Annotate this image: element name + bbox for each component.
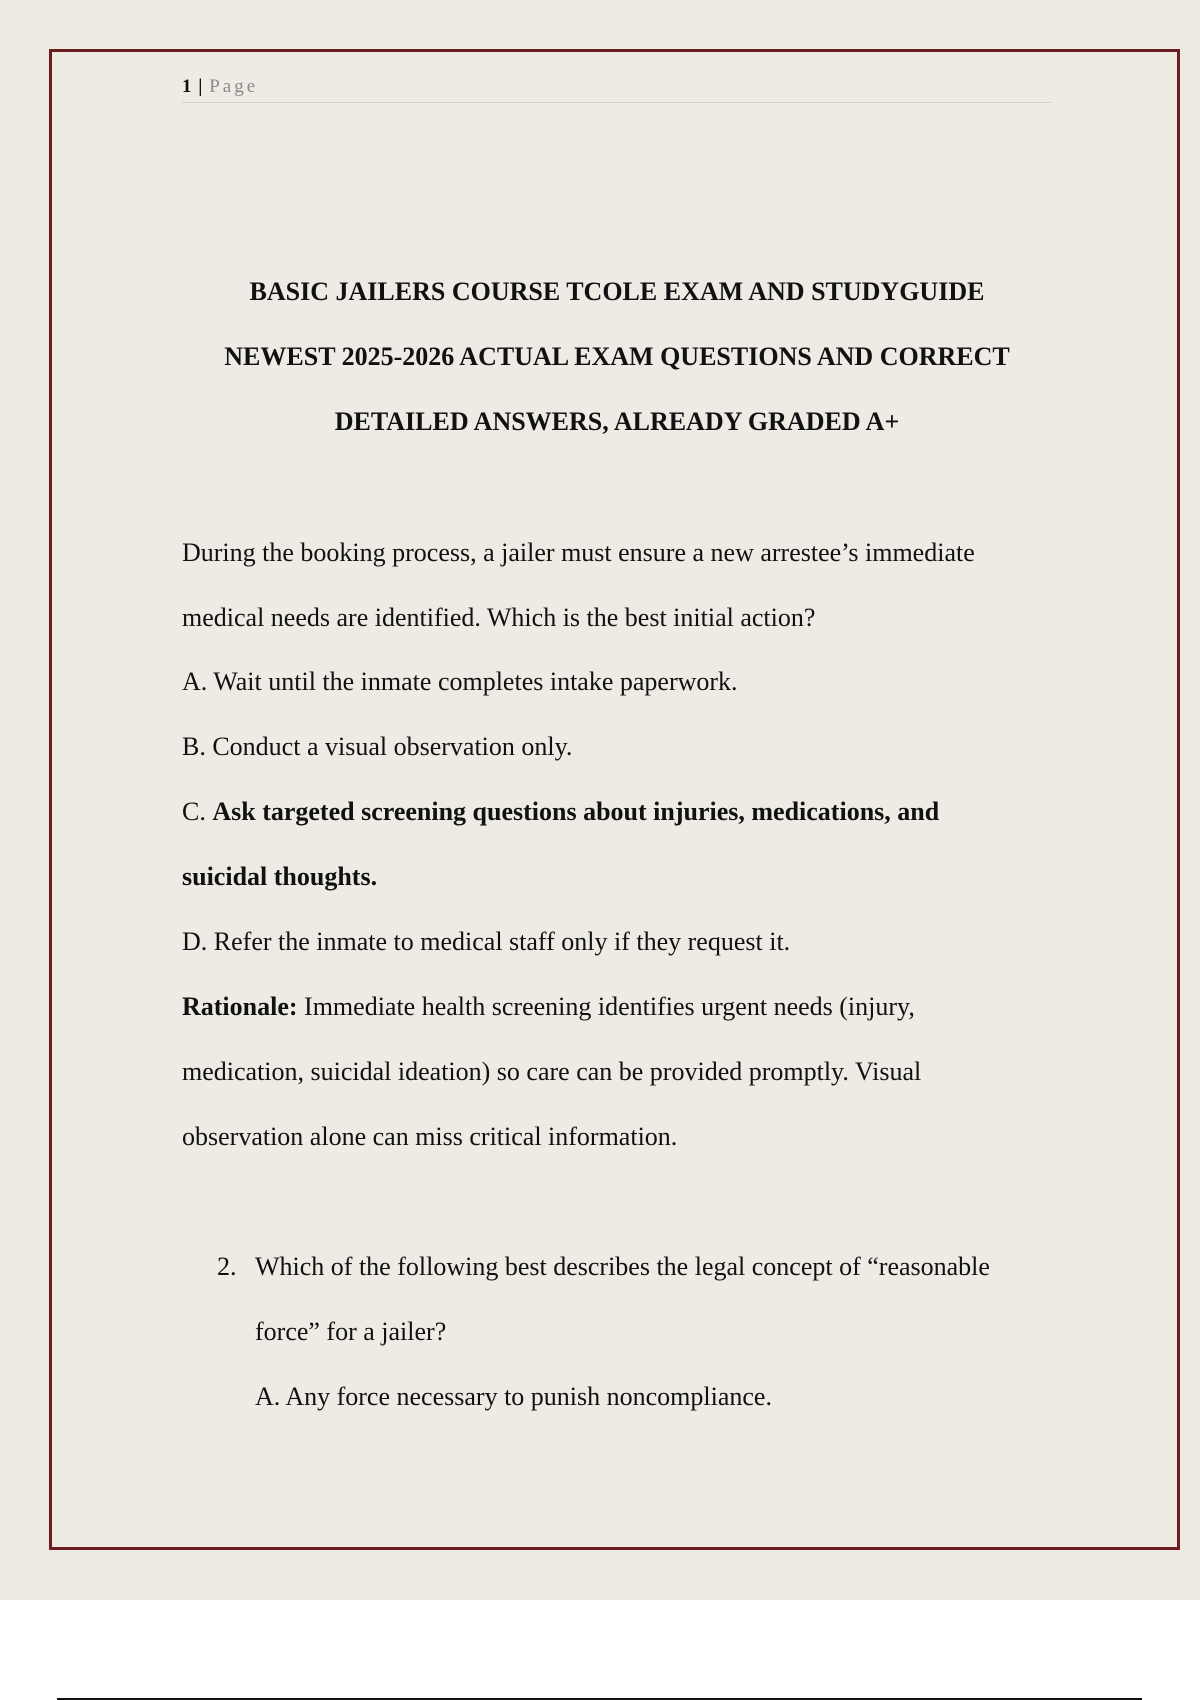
q1-option-d: D. Refer the inmate to medical staff only if they request it.: [182, 927, 791, 956]
page-header: [182, 72, 1052, 103]
rationale-text-line-3: observation alone can miss critical information.: [182, 1122, 678, 1151]
header-separator: |: [198, 76, 203, 97]
q1-option-c: [182, 796, 939, 828]
rationale-label: Rationale:: [182, 992, 298, 1021]
page-number: 1: [182, 76, 192, 97]
rationale-text-line-2: medication, suicidal ideation) so care can be provided promptly. Visual: [182, 1057, 922, 1086]
document-title: [182, 259, 1052, 454]
q1-stem-line-1: During the booking process, a jailer must ensure a new arrestee’s immediate: [182, 538, 975, 567]
q1-option-c-prefix: C.: [182, 797, 213, 826]
rationale-text-line-1: Immediate health screening identifies urgent needs (injury,: [297, 992, 915, 1021]
q1-option-b: B. Conduct a visual observation only.: [182, 732, 573, 761]
q2-stem-line-1: Which of the following best describes the legal concept of “reasonable: [255, 1252, 990, 1281]
title-line-1: BASIC JAILERS COURSE TCOLE EXAM AND STUDYGUIDE: [249, 277, 985, 306]
q1-option-c-line-2: suicidal thoughts.: [182, 862, 378, 891]
q2-number: 2.: [217, 1252, 237, 1281]
q1-rationale: [182, 991, 915, 1023]
q1-option-a: A. Wait until the inmate completes intake paperwork.: [182, 667, 738, 696]
page-word: Page: [209, 76, 259, 97]
q1-option-c-answer: Ask targeted screening questions about injuries, medications, and: [212, 797, 940, 826]
q2-option-a: A. Any force necessary to punish noncompliance.: [255, 1382, 772, 1411]
title-line-3: DETAILED ANSWERS, ALREADY GRADED A+: [334, 407, 900, 436]
title-line-2: NEWEST 2025-2026 ACTUAL EXAM QUESTIONS AND CORRECT: [224, 342, 1010, 371]
q2-stem-line-2: force” for a jailer?: [255, 1317, 447, 1346]
q1-stem-line-2: medical needs are identified. Which is the best initial action?: [182, 603, 816, 632]
